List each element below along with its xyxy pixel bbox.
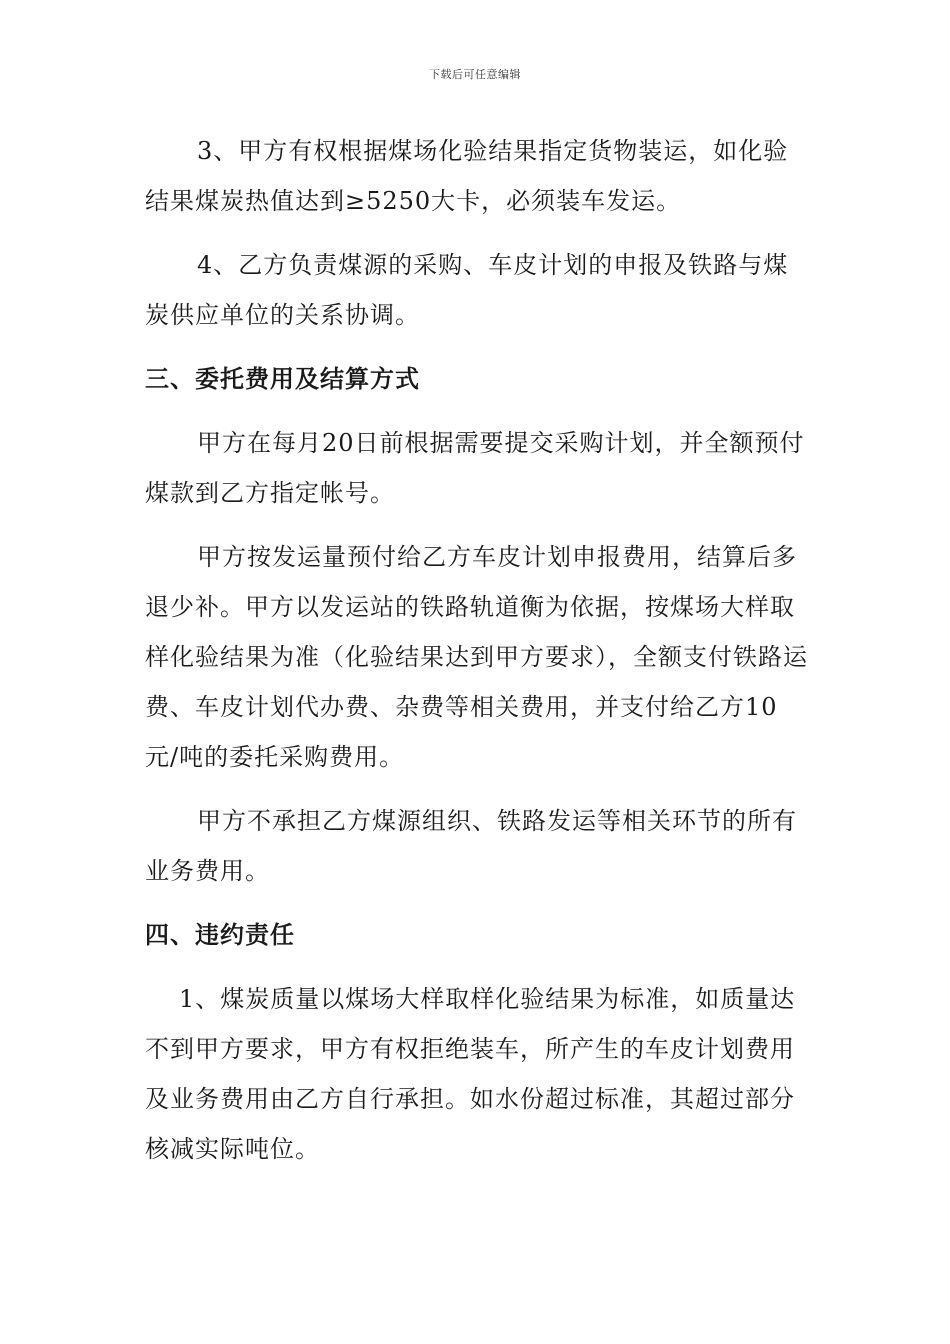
clause-4-paragraph: 4、乙方负责煤源的采购、车皮计划的申报及铁路与煤炭供应单位的关系协调。 — [145, 251, 789, 329]
settlement-paragraph: 甲方按发运量预付给乙方车皮计划申报费用，结算后多退少补。甲方以发运站的铁路轨道衡为依据，按煤场大样取样化验结果为准（化验结果达到甲方要求），全额支付铁路运费、车皮计划代办费、杂费等相关费用，并支付给乙方10元/吨的委托采购费用。 — [145, 543, 808, 771]
clause-3-paragraph: 3、甲方有权根据煤场化验结果指定货物装运，如化验结果煤炭热值达到≥5250大卡，必须装车发运。 — [145, 137, 789, 215]
document-body — [145, 126, 810, 1188]
quality-clause-paragraph: 1、煤炭质量以煤场大样取样化验结果为标准，如质量达不到甲方要求，甲方有权拒绝装车，所产生的车皮计划费用及业务费用由乙方自行承担。如水份超过标准，其超过部分核减实际吨位。 — [145, 985, 796, 1163]
section-heading-fees: 三、委托费用及结算方式 — [145, 365, 420, 393]
section-heading-liability: 四、违约责任 — [145, 921, 295, 949]
expenses-paragraph: 甲方不承担乙方煤源组织、铁路发运等相关环节的所有业务费用。 — [145, 807, 797, 885]
prepayment-paragraph: 甲方在每月20日前根据需要提交采购计划，并全额预付煤款到乙方指定帐号。 — [145, 429, 805, 507]
header-note: 下载后可任意编辑 — [429, 68, 521, 81]
